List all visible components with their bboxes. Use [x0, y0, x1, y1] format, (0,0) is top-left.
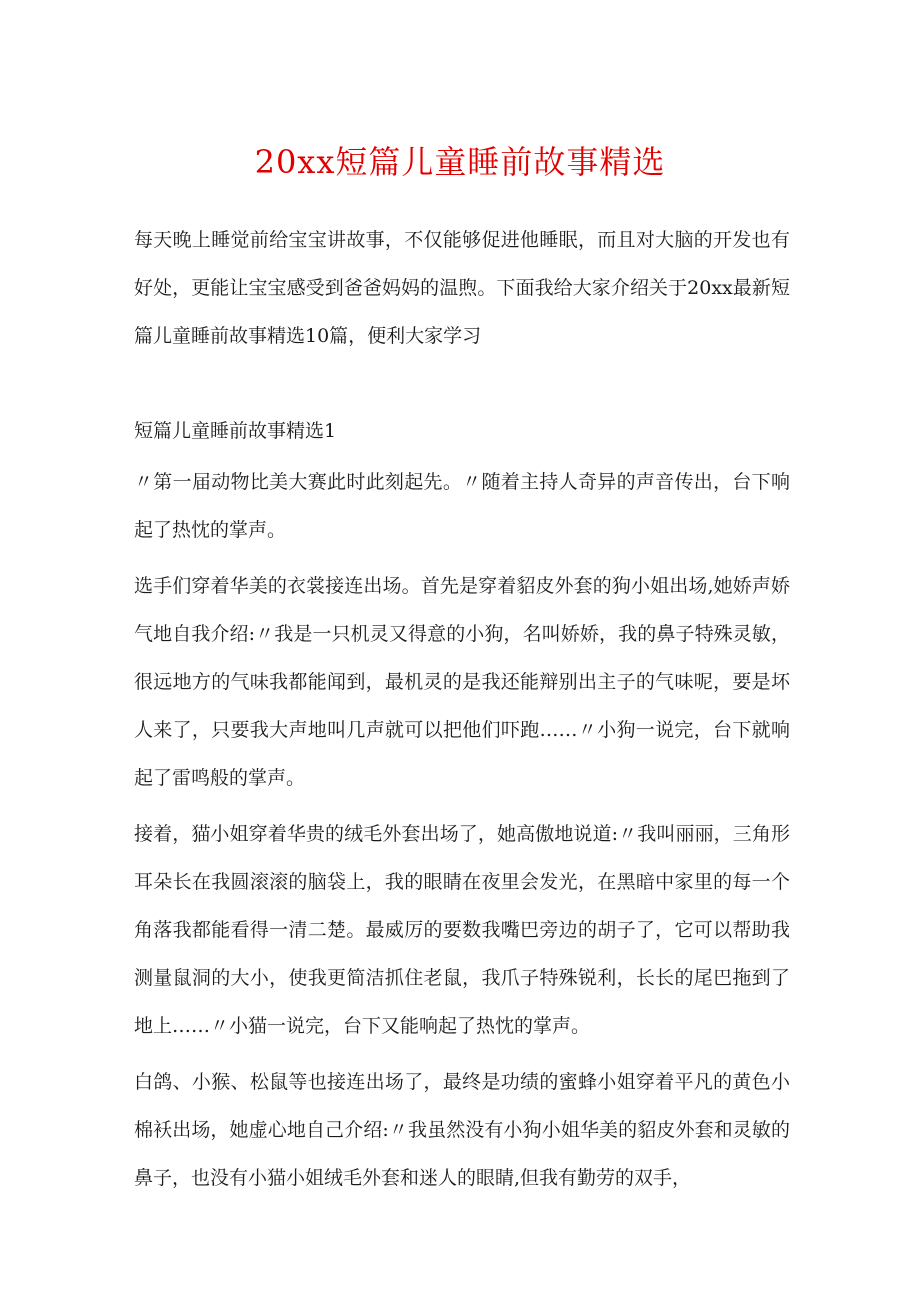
story-body [134, 458, 790, 1210]
story-paragraph: 选手们穿着华美的衣裳接连出场。首先是穿着貂皮外套的狗小姐出场,她娇声娇气地自我介绍:〃我是一只机灵又得意的小狗，名叫娇娇，我的鼻子特殊灵敏，很远地方的气味我都能闻到，最机灵的是我还能辩别出主子的气味呢，要是坏人来了，只要我大声地叫几声就可以把他们吓跑……〃小狗一说完，台下就响起了雷鸣般的掌声。 [134, 575, 790, 789]
section-heading: 短篇儿童睡前故事精选1 [134, 420, 337, 442]
story-paragraph: 接着，猫小姐穿着华贵的绒毛外套出场了，她高傲地说道:〃我叫丽丽，三角形耳朵长在我圆滚滚的脑袋上，我的眼睛在夜里会发光，在黑暗中家里的每一个角落我都能看得一清二楚。最威厉的要数我嘴巴旁边的胡子了，它可以帮助我测量鼠洞的大小，使我更简洁抓住老鼠，我爪子特殊锐利，长长的尾巴拖到了地上……〃小猫一说完，台下又能响起了热忱的掌声。 [134, 823, 790, 1037]
intro-paragraph: 每天晚上睡觉前给宝宝讲故事，不仅能够促进他睡眠，而且对大脑的开发也有好处，更能让宝宝感受到爸爸妈妈的温煦。下面我给大家介绍关于20xx最新短篇儿童睡前故事精选10篇，便利大家学习 [134, 229, 790, 347]
document-title: 20xx短篇儿童睡前故事精选 [254, 143, 666, 181]
story-paragraph: 〃第一届动物比美大赛此时此刻起先。〃随着主持人奇异的声音传出，台下响起了热忱的掌声。 [134, 471, 790, 541]
story-paragraph: 白鸽、小猴、松鼠等也接连出场了，最终是功绩的蜜蜂小姐穿着平凡的黄色小棉袄出场，她虚心地自己介绍:〃我虽然没有小狗小姐华美的貂皮外套和灵敏的鼻子，也没有小猫小姐绒毛外套和迷人的眼睛,但我有勤劳的双手， [134, 1071, 790, 1189]
